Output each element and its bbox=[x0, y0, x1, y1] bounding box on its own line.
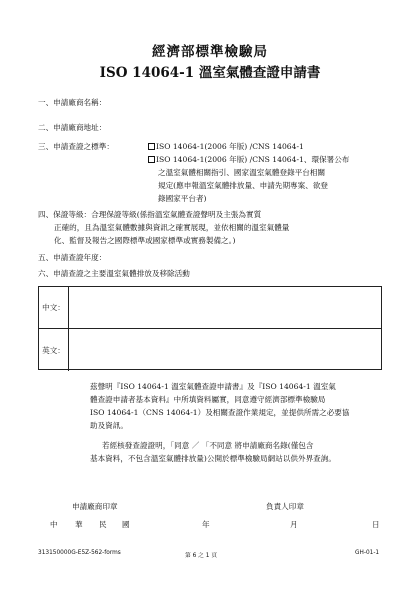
responsible-seal-label: 負責人印章 bbox=[266, 502, 304, 511]
date-month: 月 bbox=[290, 520, 298, 529]
chinese-row bbox=[39, 287, 381, 329]
footer-code: 313150000G-E5Z-562-forms bbox=[38, 550, 121, 556]
declaration-line1: 茲聲明『ISO 14064-1 溫室氣體查證申請書』及『ISO 14064-1 溫室氣 bbox=[90, 382, 336, 391]
date-char-zhong: 中 bbox=[50, 520, 58, 529]
declaration-line3: ISO 14064-1（CNS 14064-1）及相關查證作業規定，並提供所需之必要協 bbox=[90, 408, 350, 417]
declaration-line2: 體查證申請者基本資料』中所填資料屬實，同意遵守經濟部標準檢驗局 bbox=[90, 395, 326, 404]
activities-table bbox=[38, 286, 382, 370]
consent-line1: 若經核發查證證明，「同意 ／ 「不同意 將申請廠商名錄(僅包含 bbox=[102, 441, 314, 450]
standard-option-2-line3: 規定(應申報溫室氣體排放量、申請先期專案、欲登 bbox=[158, 181, 329, 190]
standard-option-2-line2: 之溫室氣體相關指引、國家溫室氣體登錄平台相關 bbox=[158, 168, 326, 177]
assurance-level-line1: 四、保證等級：合理保證等級(係指溫室氣體查證聲明及主張為實質 bbox=[38, 210, 262, 219]
assurance-level-line3: 化、監督及報告之國際標準或國家標準或實務製備之。) bbox=[54, 236, 236, 245]
standard-option-1[interactable] bbox=[148, 140, 304, 153]
footer-page: 第 6 之 1 頁 bbox=[185, 553, 218, 559]
standard-option-2-line4: 錄國家平台者) bbox=[158, 194, 207, 203]
company-seal-label: 申請廠商印章 bbox=[72, 502, 118, 511]
date-day: 日 bbox=[372, 520, 380, 529]
agency-title: 經濟部標準檢驗局 bbox=[152, 44, 268, 60]
item-standard-label: 三、申請查證之標準： bbox=[38, 142, 114, 151]
standard-option-2-label: ISO 14064-1(2006 年版) /CNS 14064-1、環保署公布 bbox=[156, 155, 350, 164]
item-verification-year: 五、申請查證年度： bbox=[38, 253, 107, 262]
standard-option-2[interactable] bbox=[148, 153, 349, 166]
item-company-address: 二、申請廠商地址： bbox=[38, 123, 107, 132]
item-main-activities: 六、申請查證之主要溫室氣體排放及移除活動 bbox=[38, 269, 190, 278]
date-year: 年 bbox=[202, 520, 210, 529]
english-label: 英文： bbox=[39, 329, 69, 371]
item-company-name: 一、申請廠商名稱： bbox=[38, 98, 107, 107]
declaration-line4: 助及資訊。 bbox=[90, 421, 128, 430]
english-row bbox=[39, 329, 381, 371]
chinese-label: 中文： bbox=[39, 287, 69, 328]
date-char-hua: 華 bbox=[75, 520, 83, 529]
form-title: ISO 14064-1 溫室氣體查證申請書 bbox=[99, 65, 321, 81]
consent-line2: 基本資料，不包含溫室氣體排放量)公開於標準檢驗局網站以供外界查詢。 bbox=[90, 454, 336, 463]
date-char-guo: 國 bbox=[122, 520, 130, 529]
checkbox-icon[interactable] bbox=[148, 143, 155, 150]
assurance-level-line2: 正確的，且為溫室氣體數據與資訊之確實展現，並依相關的溫室氣體量 bbox=[54, 223, 290, 232]
standard-option-1-label: ISO 14064-1(2006 年版) /CNS 14064-1 bbox=[156, 142, 304, 151]
footer-form-number: GH-01-1 bbox=[355, 550, 380, 556]
date-char-min: 民 bbox=[99, 520, 107, 529]
checkbox-icon[interactable] bbox=[148, 156, 155, 163]
